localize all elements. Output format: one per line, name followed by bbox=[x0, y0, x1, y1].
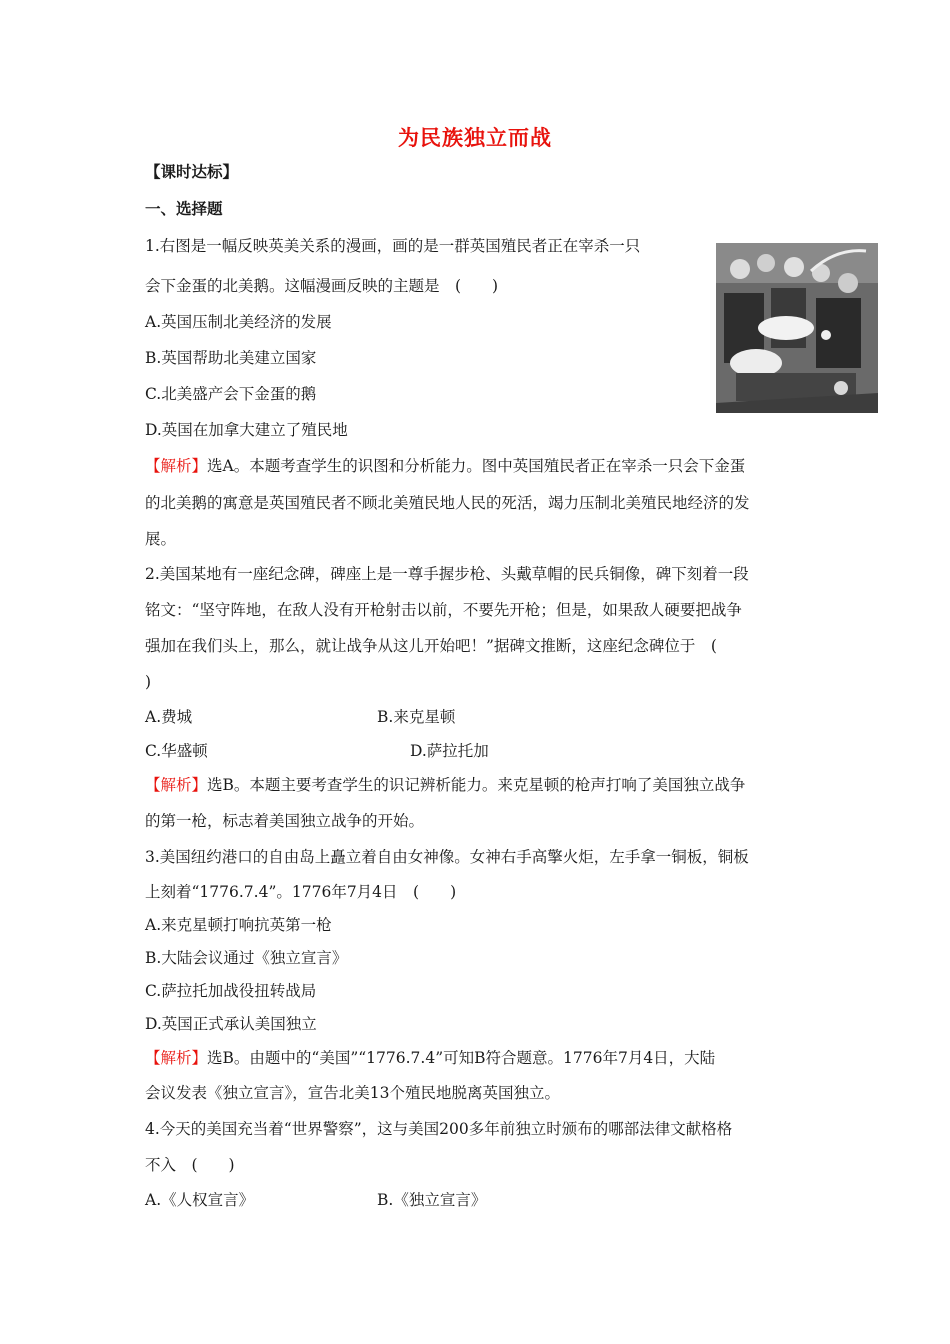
q3-option-b: B.大陆会议通过《独立宣言》 bbox=[145, 949, 348, 967]
q1-option-d: D.英国在加拿大建立了殖民地 bbox=[145, 421, 348, 439]
q1-stem-line-2: 会下金蛋的北美鹅。这幅漫画反映的主题是 ( ) bbox=[145, 277, 499, 295]
q4-stem-line-2: 不入 ( ) bbox=[145, 1156, 235, 1174]
q1-option-c: C.北美盛产会下金蛋的鹅 bbox=[145, 385, 317, 403]
q2-option-a: A.费城 bbox=[145, 708, 193, 726]
q4-option-b: B.《独立宣言》 bbox=[377, 1191, 487, 1209]
q3-analysis-line-2: 会议发表《独立宣言》，宣告北美13个殖民地脱离英国独立。 bbox=[145, 1084, 560, 1102]
q2-option-b: B.来克星顿 bbox=[377, 708, 456, 726]
q3-option-c: C.萨拉托加战役扭转战局 bbox=[145, 982, 317, 1000]
q3-stem-line-1: 3.美国纽约港口的自由岛上矗立着自由女神像。女神右手高擎火炬，左手拿一铜板，铜板 bbox=[145, 848, 749, 866]
cartoon-illustration bbox=[716, 243, 878, 413]
q3-stem-line-2: 上刻着“1776.7.4”。1776年7月4日 ( ) bbox=[145, 883, 457, 901]
q2-option-c: C.华盛顿 bbox=[145, 742, 208, 760]
q1-stem-line-1: 1.右图是一幅反映英美关系的漫画，画的是一群英国殖民者正在宰杀一只 bbox=[145, 237, 641, 255]
q2-stem-line-2: 铭文：“坚守阵地，在敌人没有开枪射击以前，不要先开枪；但是，如果敌人硬要把战争 bbox=[145, 601, 742, 619]
q1-option-a: A.英国压制北美经济的发展 bbox=[145, 313, 332, 331]
page-title: 为民族独立而战 bbox=[398, 125, 552, 150]
q1-analysis-line-2: 的北美鹅的寓意是英国殖民者不顾北美殖民地人民的死活，竭力压制北美殖民地经济的发 bbox=[145, 494, 750, 512]
section-header: 【课时达标】 bbox=[145, 162, 239, 181]
q2-stem-line-4: ) bbox=[145, 673, 152, 691]
q1-option-b: B.英国帮助北美建立国家 bbox=[145, 349, 317, 367]
cartoon-image-icon bbox=[716, 243, 878, 413]
q2-stem-line-1: 2.美国某地有一座纪念碑，碑座上是一尊手握步枪、头戴草帽的民兵铜像，碑下刻着一段 bbox=[145, 565, 749, 583]
q4-option-a: A.《人权宣言》 bbox=[145, 1191, 255, 1209]
q2-stem-line-3: 强加在我们头上，那么，就让战争从这儿开始吧！”据碑文推断，这座纪念碑位于 ( bbox=[145, 637, 717, 655]
q1-analysis-tag: 【解析】 bbox=[145, 457, 208, 475]
q2-option-d: D.萨拉托加 bbox=[410, 742, 489, 760]
q2-analysis-tag: 【解析】 bbox=[145, 776, 208, 794]
q1-analysis-line-1: 【解析】选A。本题考查学生的识图和分析能力。图中英国殖民者正在宰杀一只会下金蛋 bbox=[145, 457, 746, 475]
q4-stem-line-1: 4.今天的美国充当着“世界警察”，这与美国200多年前独立时颁布的哪部法律文献格格 bbox=[145, 1120, 733, 1138]
q3-analysis-line-1: 【解析】选B。由题中的“美国”“1776.7.4”可知B符合题意。1776年7月4日，大陆 bbox=[145, 1049, 716, 1067]
q3-option-a: A.来克星顿打响抗英第一枪 bbox=[145, 916, 332, 934]
part-heading: 一、选择题 bbox=[145, 199, 223, 218]
q3-option-d: D.英国正式承认美国独立 bbox=[145, 1015, 317, 1033]
q3-analysis-tag: 【解析】 bbox=[145, 1049, 208, 1067]
q2-analysis-line-2: 的第一枪，标志着美国独立战争的开始。 bbox=[145, 812, 425, 830]
q1-analysis-line-3: 展。 bbox=[145, 530, 177, 548]
q2-analysis-line-1: 【解析】选B。本题主要考查学生的识记辨析能力。来克星顿的枪声打响了美国独立战争 bbox=[145, 776, 746, 794]
